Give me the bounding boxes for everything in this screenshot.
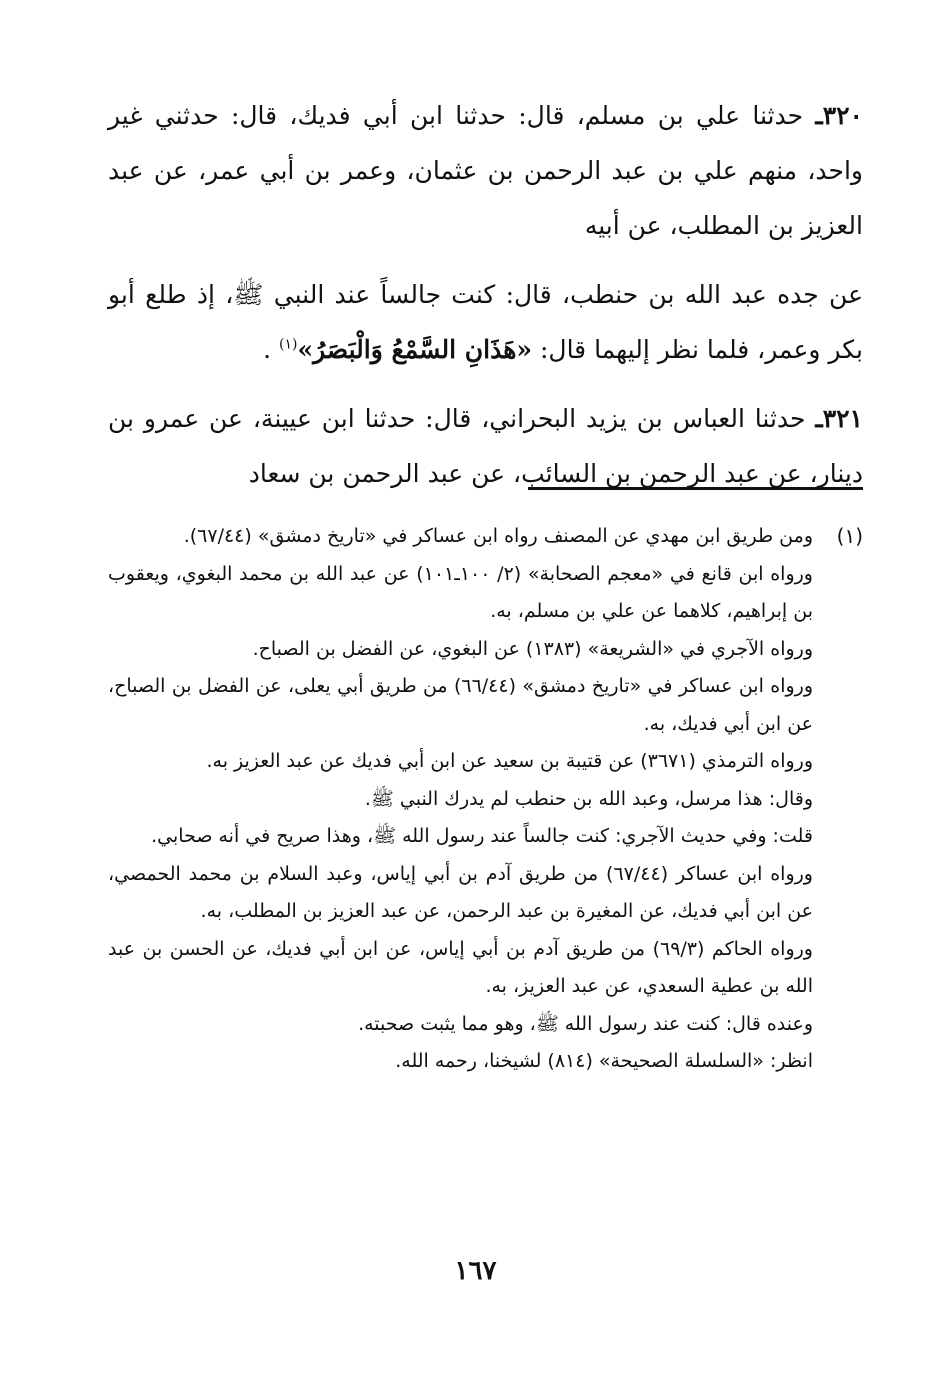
hadith-text-end: . xyxy=(263,335,280,364)
hadith-number: ٣٢٠ـ xyxy=(815,101,863,130)
footnote-line: ورواه ابن قانع في «معجم الصحابة» (٢/ ١٠٠ـ١٠١) عن عبد الله بن محمد البغوي، ويعقوب بن إبراهيم، كلاهما عن علي بن مسلم، به. xyxy=(108,562,813,622)
footnote-1 xyxy=(108,518,863,1081)
footnote-separator xyxy=(528,487,863,490)
footnote-line: ورواه الآجري في «الشريعة» (١٣٨٣) عن البغوي، عن الفضل بن الصباح. xyxy=(252,637,813,660)
footnote-line: قلت: وفي حديث الآجري: كنت جالساً عند رسول الله ﷺ، وهذا صريح في أنه صحابي. xyxy=(151,825,813,847)
footnote-body xyxy=(108,518,813,1081)
main-text xyxy=(108,88,863,501)
footnote-line: ورواه ابن عساكر (٦٧/٤٤) من طريق آدم بن أبي إياس، وعبد السلام بن محمد الحمصي، عن ابن أبي فديك، عن المغيرة بن عبد الرحمن، عن عبد العزيز بن المطلب، به. xyxy=(108,862,813,922)
footnote-line: وعنده قال: كنت عند رسول الله ﷺ، وهو مما يثبت صحبته. xyxy=(358,1012,813,1035)
footnote-line: ورواه ابن عساكر في «تاريخ دمشق» (٦٦/٤٤) من طريق أبي يعلى، عن الفضل بن الصباح، عن ابن أبي فديك، به. xyxy=(108,675,813,735)
footnote-mark: (١) xyxy=(836,524,863,548)
prophetic-quote: «هَذَانِ السَّمْعُ وَالْبَصَرُ» xyxy=(297,335,533,364)
hadith-320-continuation xyxy=(108,267,863,377)
footnote-line: ورواه الترمذي (٣٦٧١) عن قتيبة بن سعيد عن ابن أبي فديك عن عبد العزيز به. xyxy=(206,750,813,772)
hadith-320 xyxy=(108,88,863,253)
hadith-text: عن جده عبد الله بن حنطب، قال: كنت جالساً عند النبي ﷺ، إذ طلع أبو بكر وعمر، فلما نظر إليهما قال: xyxy=(108,280,863,364)
footnote-line: ورواه الحاكم (٦٩/٣) من طريق آدم بن أبي إياس، عن ابن أبي فديك، عن الحسن بن عبد الله بن عطية السعدي، عن عبد العزيز، به. xyxy=(108,937,813,997)
hadith-text: حدثنا العباس بن يزيد البحراني، قال: حدثنا ابن عيينة، عن عمرو بن دينار، عن عبد الرحمن بن السائب، عن عبد الرحمن بن سعاد xyxy=(108,404,863,488)
footnote-line: ومن طريق ابن مهدي عن المصنف رواه ابن عساكر في «تاريخ دمشق» (٦٧/٤٤). xyxy=(183,525,813,547)
footnote-reference[interactable]: (١) xyxy=(279,336,298,353)
footnote-line: وقال: هذا مرسل، وعبد الله بن حنطب لم يدرك النبي ﷺ. xyxy=(364,787,813,810)
footnotes-section xyxy=(108,518,863,1081)
hadith-text: حدثنا علي بن مسلم، قال: حدثنا ابن أبي فديك، قال: حدثني غير واحد، منهم علي بن عبد الرحمن بن عثمان، وعمر بن أبي عمر، عن عبد العزيز بن المطلب، عن أبيه xyxy=(108,101,863,240)
hadith-number: ٣٢١ـ xyxy=(815,404,863,433)
page-number: ١٦٧ xyxy=(454,1256,497,1286)
footnote-line: انظر: «السلسلة الصحيحة» (٨١٤) لشيخنا، رحمه الله. xyxy=(395,1050,813,1072)
hadith-321 xyxy=(108,391,863,501)
